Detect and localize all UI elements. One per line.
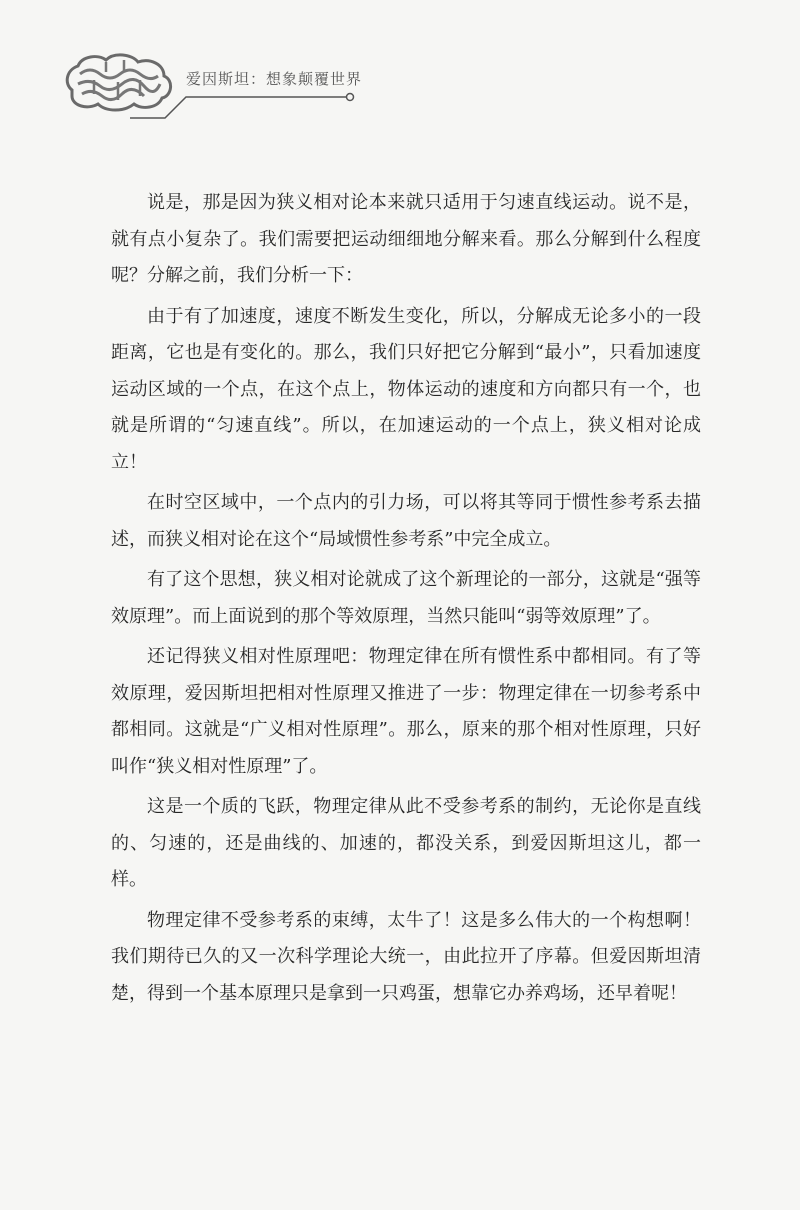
running-title: 爱因斯坦：想象颠覆世界 (186, 70, 363, 88)
paragraph: 有了这个思想，狭义相对论就成了这个新理论的一部分，这就是“强等效原理”。而上面说到的那个等效原理，当然只能叫“弱等效原理”了。 (111, 569, 701, 627)
paragraph: 在时空区域中，一个点内的引力场，可以将其等同于惯性参考系去描述，而狭义相对论在这个“局域惯性参考系”中完全成立。 (111, 492, 701, 550)
paragraph: 说是，那是因为狭义相对论本来就只适用于匀速直线运动。说不是，就有点小复杂了。我们需要把运动细细地分解来看。那么分解到什么程度呢？分解之前，我们分析一下： (111, 192, 701, 286)
paragraph: 还记得狭义相对性原理吧：物理定律在所有惯性系中都相同。有了等效原理，爱因斯坦把相对性原理又推进了一步：物理定律在一切参考系中都相同。这就是“广义相对性原理”。那么，原来的那个相对性原理，只好叫作“狭义相对性原理”了。 (111, 646, 701, 777)
paragraph: 物理定律不受参考系的束缚，太牛了！这是多么伟大的一个构想啊！我们期待已久的又一次科学理论大统一，由此拉开了序幕。但爱因斯坦清楚，得到一个基本原理只是拿到一只鸡蛋，想靠它办养鸡场，还早着呢！ (111, 909, 701, 1004)
page-header (0, 0, 800, 140)
paragraph: 由于有了加速度，速度不断发生变化，所以，分解成无论多小的一段距离，它也是有变化的。那么，我们只好把它分解到“最小”，只看加速度运动区域的一个点，在这个点上，物体运动的速度和方向都只有一个，也就是所谓的“匀速直线”。所以，在加速运动的一个点上，狭义相对论成立！ (111, 305, 701, 473)
header-rule (0, 0, 800, 140)
body-text (111, 185, 701, 1016)
paragraph: 这是一个质的飞跃，物理定律从此不受参考系的制约，无论你是直线的、匀速的，还是曲线的、加速的，都没关系，到爱因斯坦这儿，都一样。 (111, 796, 701, 890)
